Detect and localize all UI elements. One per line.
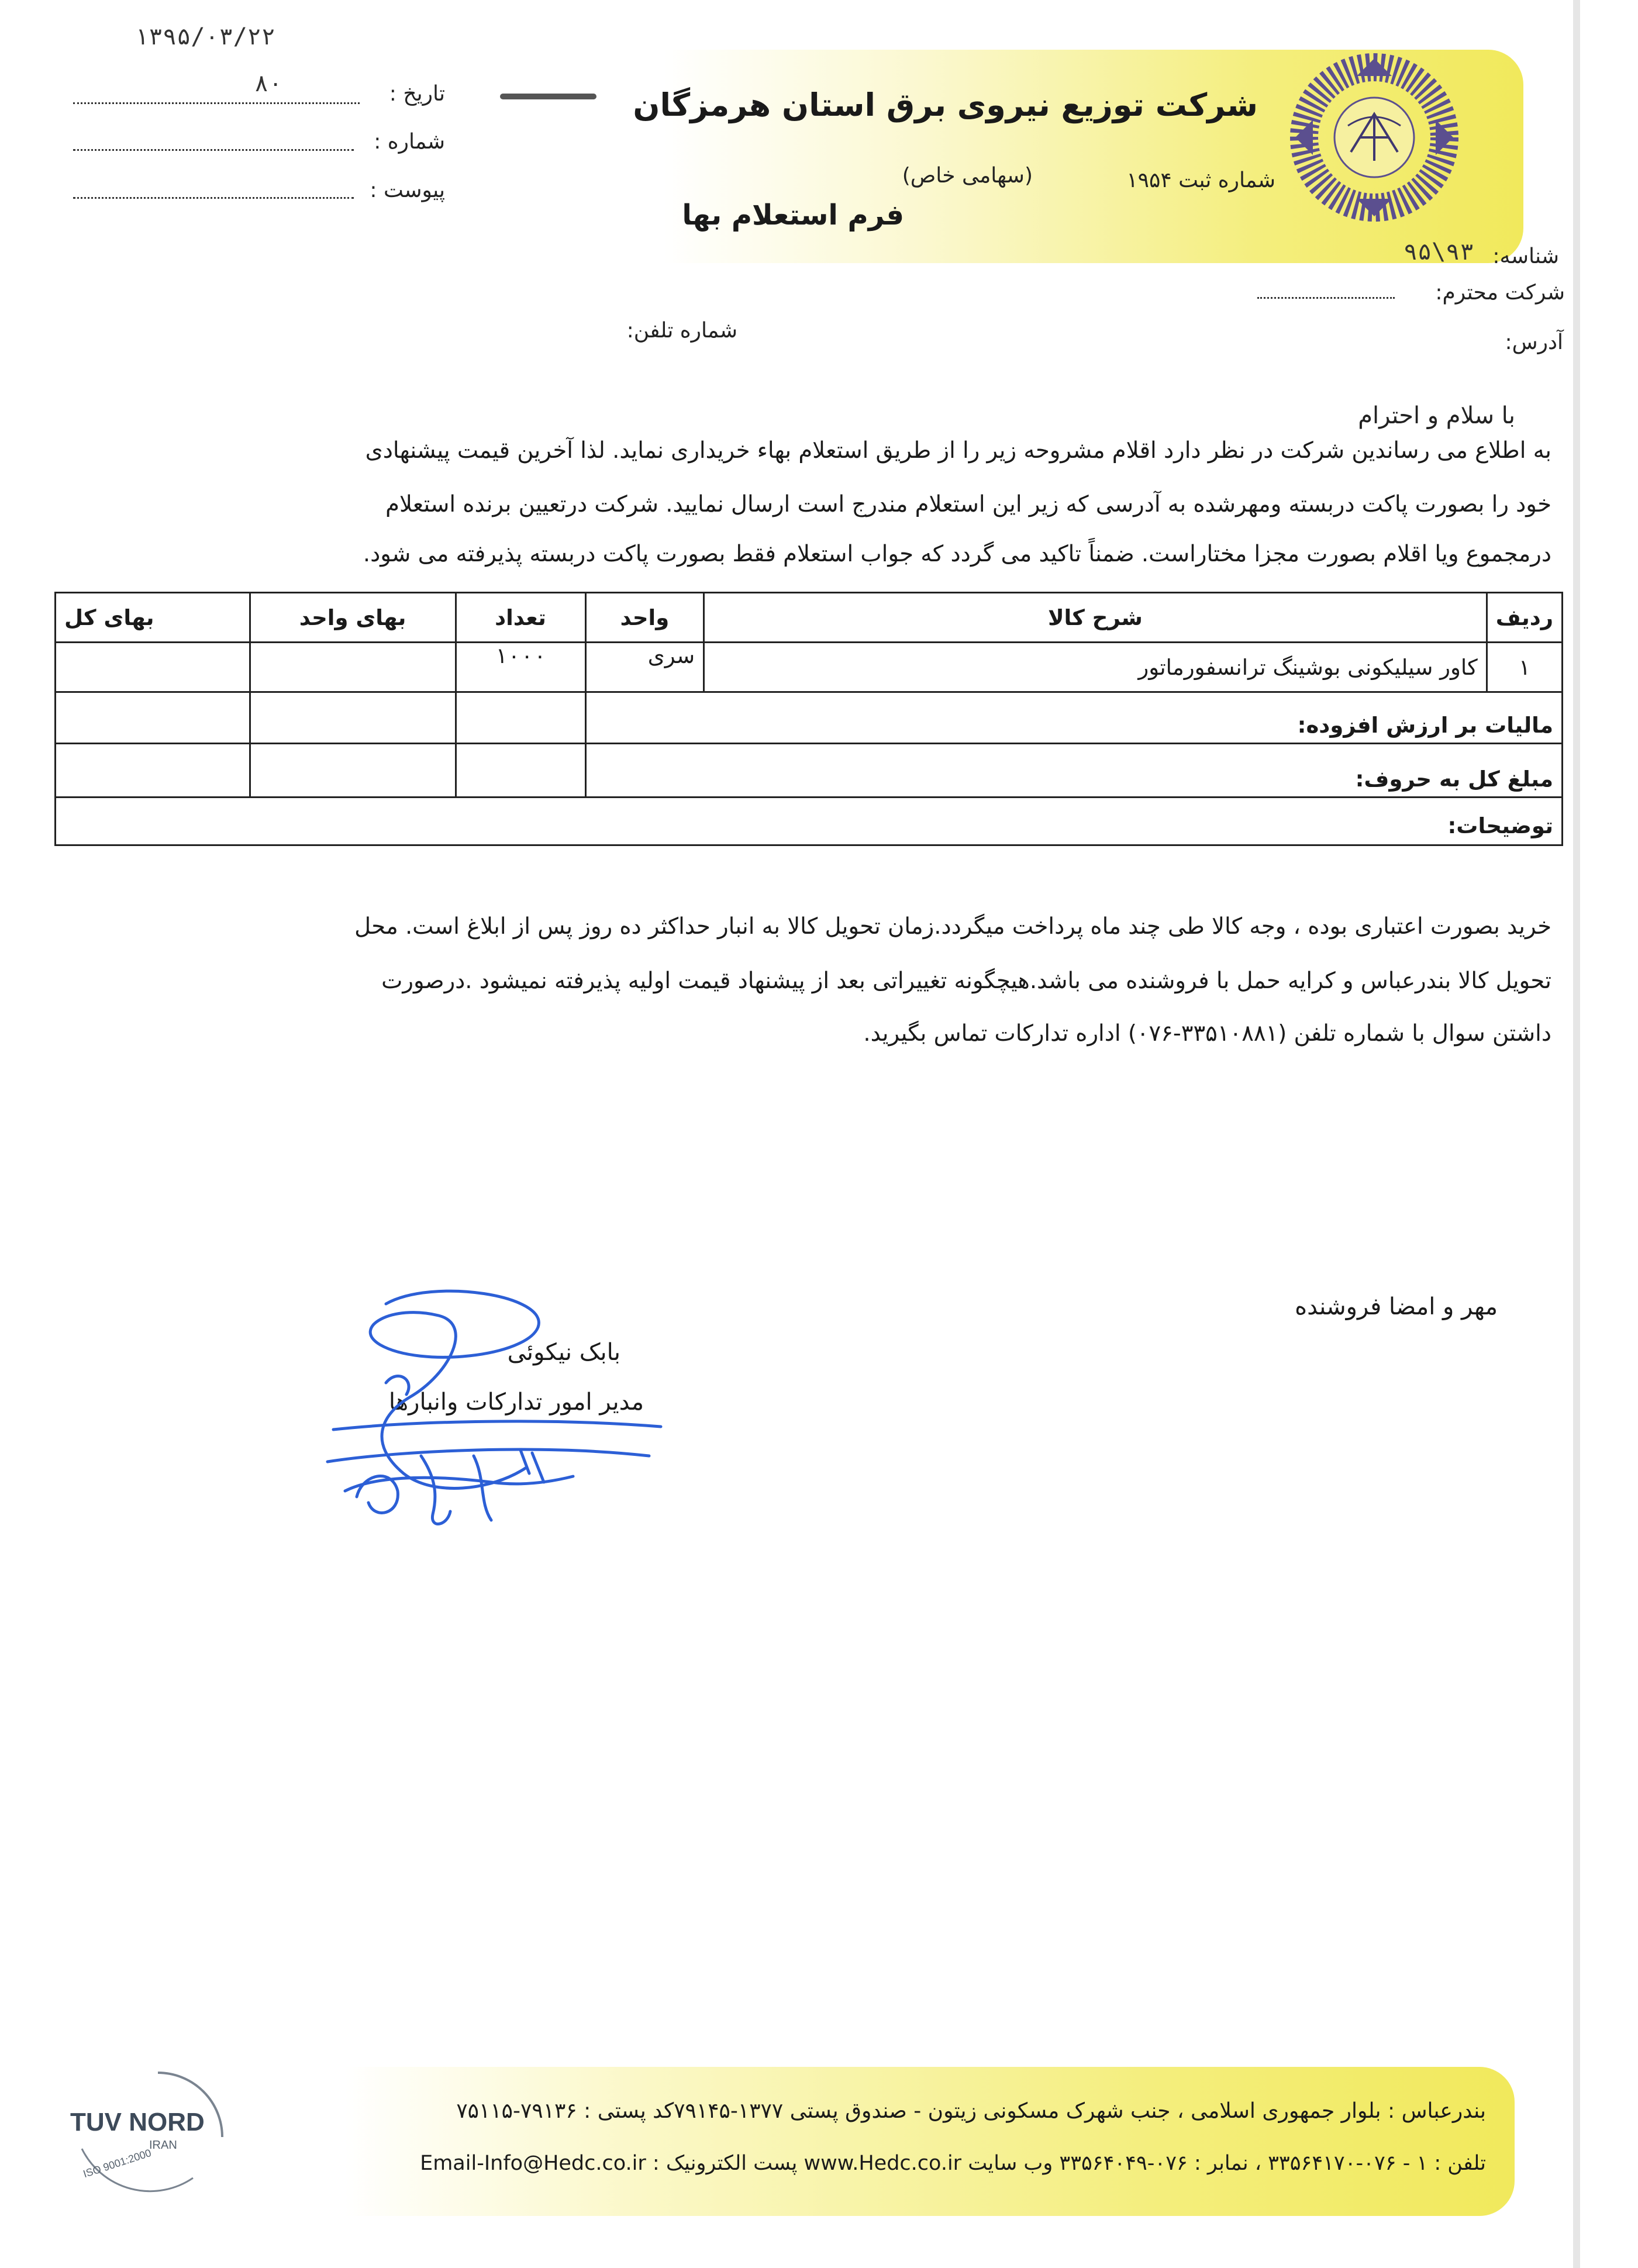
vat-qty-cell xyxy=(456,692,585,744)
seller-signature-label: مهر و امضا فروشنده xyxy=(1295,1293,1498,1320)
letter-line-1: به اطلاع می رساندین شرکت در نظر دارد اقلام مشروحه زیر را از طریق استعلام بهاء خریداری نماید. لذا آخرین قیمت پیشنهادی xyxy=(365,437,1551,464)
handwritten-signature-icon xyxy=(298,1280,673,1538)
total-total-cell xyxy=(56,744,250,798)
total-words-row xyxy=(56,744,1563,798)
date-value: ۱۳۹۵/۰۳/۲۲ xyxy=(135,23,275,50)
item-unit: سری xyxy=(585,643,704,692)
recipient-company-label: شرکت محترم: xyxy=(1435,281,1565,305)
notes-row xyxy=(56,798,1563,845)
items-table xyxy=(54,592,1563,846)
recipient-address-label: آدرس: xyxy=(1505,330,1563,354)
signer-title: مدیر امور تدارکات وانبارها xyxy=(388,1389,644,1416)
footer-band xyxy=(345,2067,1515,2216)
cert-standard: ISO 9001:2000 xyxy=(81,2146,153,2180)
header-total-price: بهای کل xyxy=(56,593,250,643)
vat-total-cell xyxy=(56,692,250,744)
header-qty: تعداد xyxy=(456,593,585,643)
terms-line-3: داشتن سوال با شماره تلفن (۳۳۵۱۰۸۸۱-۰۷۶) اداره تدارکات تماس بگیرید. xyxy=(863,1020,1551,1047)
attachment-label: پیوست : xyxy=(370,178,445,202)
item-description: کاور سیلیکونی بوشینگ ترانسفورماتور xyxy=(704,643,1487,692)
attachment-line xyxy=(73,197,354,199)
table-row xyxy=(56,643,1563,692)
item-qty: ۱۰۰۰ xyxy=(456,643,585,692)
registration-number: شماره ثبت ۱۹۵۴ xyxy=(1126,168,1275,192)
scan-edge xyxy=(1573,0,1580,2268)
total-qty-cell xyxy=(456,744,585,798)
total-unit-price-cell xyxy=(250,744,456,798)
recipient-id-value: ۹۵\۹۳ xyxy=(1403,239,1474,265)
date-label: تاریخ : xyxy=(389,82,445,106)
signer-name: بابک نیکوئی xyxy=(507,1339,620,1366)
vat-label: مالیات بر ارزش افزوده: xyxy=(585,692,1562,744)
company-name: شرکت توزیع نیروی برق استان هرمزگان xyxy=(633,87,1258,123)
terms-line-2: تحویل کالا بندرعباس و کرایه حمل با فروشنده می باشد.هیچگونه تغییراتی بعد از پیشنهاد قیمت اولیه پذیرفته نمیشود .درصورت xyxy=(381,968,1551,994)
number-line xyxy=(73,149,354,151)
recipient-phone-label: شماره تلفن: xyxy=(626,319,737,343)
recipient-company-line xyxy=(1257,297,1395,299)
item-unit-price xyxy=(250,643,456,692)
company-logo-icon xyxy=(1289,53,1459,222)
header-unit: واحد xyxy=(585,593,704,643)
header-description: شرح کالا xyxy=(704,593,1487,643)
header-divider xyxy=(500,94,596,99)
number-value: ۸۰ xyxy=(254,70,283,97)
letter-line-2: خود را بصورت پاکت دربسته ومهرشده به آدرسی که زیر این استعلام مندرج است ارسال نمایید. شرکت درتعیین برنده استعلام xyxy=(385,491,1551,517)
header-row-no: ردیف xyxy=(1487,593,1562,643)
vat-row xyxy=(56,692,1563,744)
vat-unit-price-cell xyxy=(250,692,456,744)
item-total-price xyxy=(56,643,250,692)
header-unit-price: بهای واحد xyxy=(250,593,456,643)
notes-label: توضیحات: xyxy=(56,798,1563,845)
footer-contact: تلفن : ۱ - ۰۷۶-۳۳۵۶۴۱۷۰ ، نمابر : ۰۷۶-۳۳۵۶۴۰۴۹ وب سایت www.Hedc.co.ir پست الکترونیک : Email-Info@Hedc.co.ir xyxy=(420,2152,1486,2175)
letter-line-3: درمجموع ویا اقلام بصورت مجزا مختاراست. ضمناً تاکید می گردد که جواب استعلام فقط بصورت پاکت دربسته پذیرفته می شود. xyxy=(363,541,1551,567)
company-type: (سهامی خاص) xyxy=(902,164,1033,188)
cert-country: IRAN xyxy=(149,2139,177,2152)
footer-address: بندرعباس : بلوار جمهوری اسلامی ، جنب شهرک مسکونی زیتون - صندوق پستی ۱۳۷۷-۷۹۱۴۵کد پستی : ۷۹۱۳۶-۷۵۱۱۵ xyxy=(456,2099,1486,2123)
number-label: شماره : xyxy=(374,130,445,154)
date-line xyxy=(73,102,360,104)
total-words-label: مبلغ کل به حروف: xyxy=(585,744,1562,798)
item-row-no: ۱ xyxy=(1487,643,1562,692)
greeting: با سلام و احترام xyxy=(1358,402,1515,429)
table-header-row xyxy=(56,593,1563,643)
terms-line-1: خرید بصورت اعتباری بوده ، وجه کالا طی چند ماه پرداخت میگردد.زمان تحویل کالا به انبار حداکثر ده روز پس از ابلاغ است. محل xyxy=(354,913,1551,940)
form-title: فرم استعلام بها xyxy=(682,199,904,232)
cert-name: TUV NORD xyxy=(70,2108,205,2136)
recipient-id-label: شناسه: xyxy=(1492,244,1559,268)
